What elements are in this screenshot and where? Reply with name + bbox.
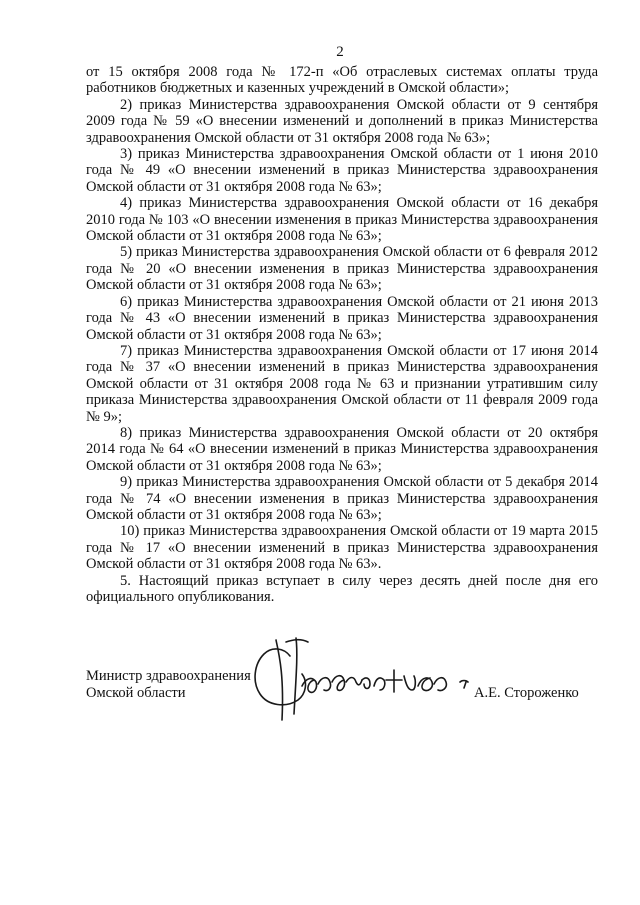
- list-item-9: 9) приказ Министерства здравоохранения Омской области от 5 декабря 2014 года № 74 «О внесении изменения в приказ Министерства здравоохранения Омской области от 31 октября 2008 года № 63»;: [86, 474, 598, 523]
- list-item-3: 3) приказ Министерства здравоохранения Омской области от 1 июня 2010 года № 49 «О внесении изменений в приказ Министерства здравоохранения Омской области от 31 октября 2008 года № 63»;: [86, 146, 598, 195]
- list-item-8: 8) приказ Министерства здравоохранения Омской области от 20 октября 2014 года № 64 «О внесении изменений в приказ Министерства здравоохранения Омской области от 31 октября 2008 года № 63»;: [86, 424, 598, 474]
- signatory-name: А.Е. Стороженко: [474, 685, 579, 701]
- list-item-2: 2) приказ Министерства здравоохранения Омской области от 9 сентября 2009 года № 59 «О внесении изменений и дополнений в приказ Министерства здравоохранения Омской области от 31 октября 2008 года № 63»;: [86, 96, 598, 146]
- clause-5: 5. Настоящий приказ вступает в силу через десять дней после дня его официального опубликования.: [86, 572, 598, 605]
- signatory-region: Омской области: [86, 685, 186, 701]
- list-item-7: 7) приказ Министерства здравоохранения Омской области от 17 июня 2014 года № 37 «О внесении изменений в приказ Министерства здравоохранения Омской области от 31 октября 2008 года № 63 и признании утратившим силу приказа Министерства здравоохранения Омской области от 11 февраля 2009 года № 9»;: [86, 342, 598, 425]
- list-item-5: 5) приказ Министерства здравоохранения Омской области от 6 февраля 2012 года № 20 «О внесении изменения в приказ Министерства здравоохранения Омской области от 31 октября 2008 года № 63»;: [86, 244, 598, 294]
- handwritten-signature: [246, 634, 476, 726]
- list-item-6: 6) приказ Министерства здравоохранения Омской области от 21 июня 2013 года № 43 «О внесении изменений в приказ Министерства здравоохранения Омской области от 31 октября 2008 года № 63»;: [86, 293, 598, 343]
- list-item-4: 4) приказ Министерства здравоохранения Омской области от 16 декабря 2010 года № 103 «О внесении изменения в приказ Министерства здравоохранения Омской области от 31 октября 2008 года № 63»;: [86, 195, 598, 245]
- page-number: 2: [336, 44, 344, 60]
- paragraph-continuation: от 15 октября 2008 года № 172-п «Об отраслевых системах оплаты труда работников бюджетных и казенных учреждений в Омской области»;: [86, 64, 598, 97]
- list-item-10: 10) приказ Министерства здравоохранения Омской области от 19 марта 2015 года № 17 «О внесении изменений в приказ Министерства здравоохранения Омской области от 31 октября 2008 года № 63».: [86, 523, 598, 573]
- document-body: [86, 64, 598, 605]
- signatory-title: Министр здравоохранения: [86, 668, 251, 684]
